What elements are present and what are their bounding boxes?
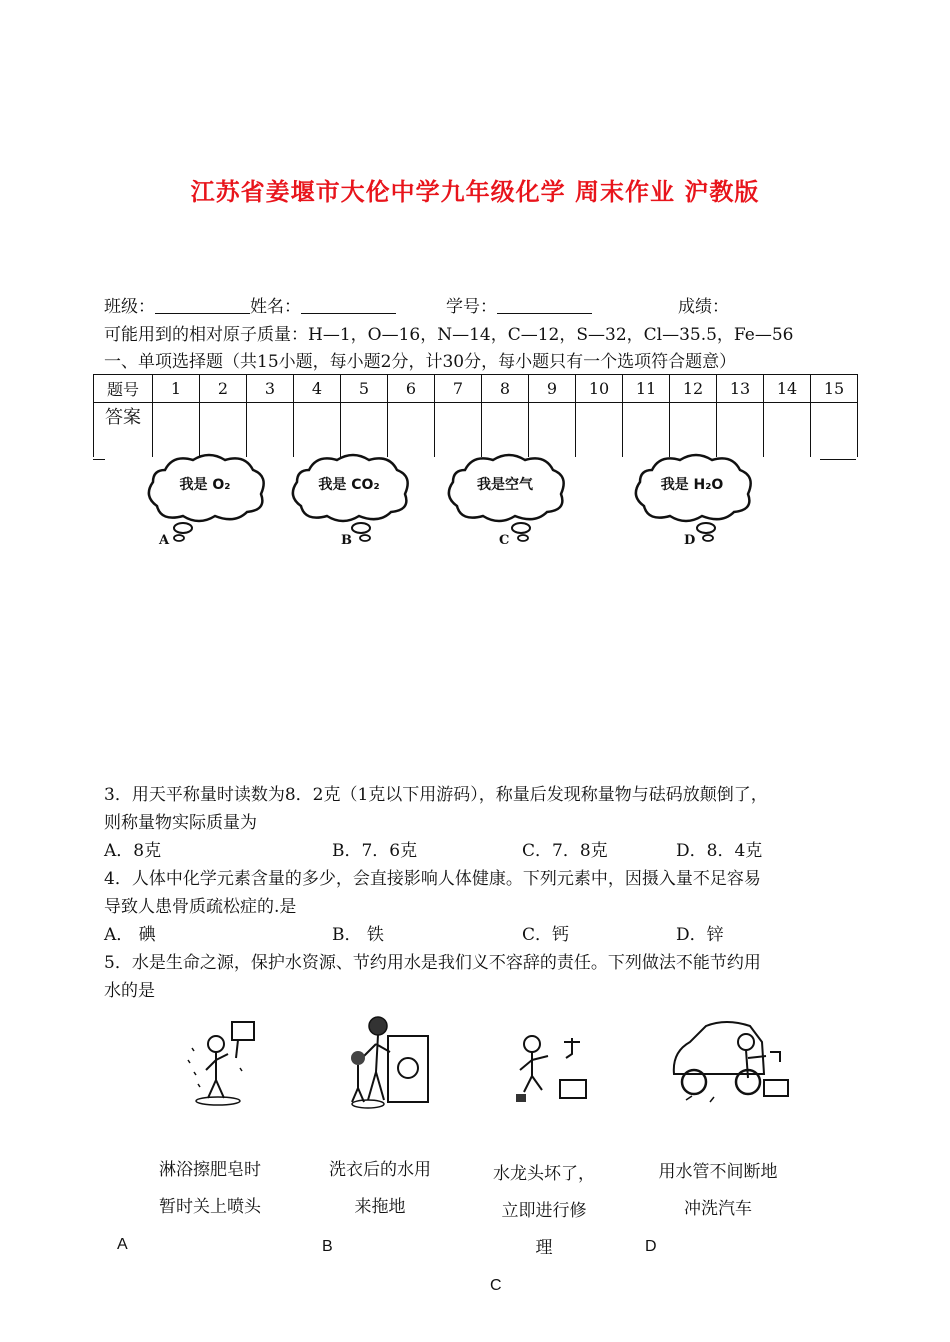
q4-line1: 4．人体中化学元素含量的多少，会直接影响人体健康。下列元素中，因摄入量不足容易 (104, 869, 761, 889)
bubble-label: C (499, 533, 510, 548)
page-title: 江苏省姜堰市大伦中学九年级化学 周末作业 沪教版 (190, 178, 760, 206)
choice-letter-a[interactable]: A (117, 1236, 128, 1253)
bubble-text: 我是空气 (477, 477, 533, 493)
id-label: 学号： (446, 297, 497, 317)
answer-cell[interactable] (247, 403, 294, 458)
bubble-label: A (159, 533, 170, 548)
q4-option-d[interactable]: D．锌 (676, 925, 724, 945)
caption-line: 立即进行修 (501, 1201, 587, 1221)
table-row (94, 375, 858, 403)
answer-cell[interactable] (153, 403, 200, 458)
bubble-text: 我是 H₂O (660, 477, 724, 493)
id-blank[interactable] (497, 297, 592, 314)
q4-line2: 导致人患骨质疏松症的.是 (104, 897, 297, 917)
choice-letter-b[interactable]: B (322, 1238, 333, 1255)
caption-line: 冲洗汽车 (684, 1199, 752, 1219)
answer-cell[interactable] (341, 403, 388, 458)
answer-cell[interactable] (529, 403, 576, 458)
shower-illustration (180, 1018, 270, 1106)
bubble-b (287, 450, 417, 550)
question-number: 6 (388, 375, 435, 403)
name-label: 姓名： (250, 297, 301, 317)
question-number: 15 (811, 375, 858, 403)
table-corner-left (93, 459, 105, 460)
q3-option-a[interactable]: A．8克 (104, 841, 162, 861)
question-number: 11 (623, 375, 670, 403)
question-number: 8 (482, 375, 529, 403)
student-info-line (104, 292, 396, 317)
answer-cell[interactable] (482, 403, 529, 458)
answer-cell[interactable] (764, 403, 811, 458)
faucet-repair-icon (510, 1024, 592, 1112)
washing-machine-icon (338, 1012, 434, 1110)
score-label: 成绩： (678, 297, 729, 317)
caption-c (464, 1156, 624, 1267)
q4-option-c[interactable]: C．钙 (522, 925, 570, 945)
bubble-label: B (341, 533, 352, 548)
caption-line: 来拖地 (354, 1197, 406, 1217)
question-number: 5 (341, 375, 388, 403)
question-number: 13 (717, 375, 764, 403)
caption-line: 理 (535, 1238, 553, 1258)
question-number: 7 (435, 375, 482, 403)
answer-table (93, 374, 858, 457)
cloud-icon (287, 450, 417, 550)
answer-cell[interactable] (388, 403, 435, 458)
choice-letter-c[interactable]: C (490, 1277, 502, 1294)
question-number: 1 (153, 375, 200, 403)
answer-cell[interactable] (670, 403, 717, 458)
caption-line: 洗衣后的水用 (329, 1160, 431, 1180)
choice-letter-d[interactable]: D (645, 1238, 657, 1255)
q3-option-d[interactable]: D．8．4克 (676, 841, 763, 861)
shower-person-icon (180, 1018, 270, 1106)
q3-option-b[interactable]: B．7．6克 (332, 841, 418, 861)
bubble-text: 我是 CO₂ (318, 477, 380, 493)
caption-d (638, 1154, 798, 1228)
section-heading: 一、单项选择题（共15小题，每小题2分，计30分，每小题只有一个选项符合题意） (104, 352, 737, 372)
q3-line2: 则称量物实际质量为 (104, 813, 257, 833)
question-number: 14 (764, 375, 811, 403)
caption-line: 用水管不间断地 (658, 1162, 778, 1182)
answer-cell[interactable] (811, 403, 858, 458)
answer-cell[interactable] (576, 403, 623, 458)
class-label: 班级： (104, 297, 155, 317)
question-number: 10 (576, 375, 623, 403)
caption-line: 水龙头坏了， (493, 1164, 595, 1184)
caption-b (300, 1152, 460, 1226)
table-row (94, 403, 858, 458)
answer-cell[interactable] (623, 403, 670, 458)
q5-line2: 水的是 (104, 981, 155, 1001)
bubble-d (630, 450, 760, 550)
bubble-label: D (684, 533, 696, 548)
car-wash-icon (666, 1012, 796, 1108)
car-wash-illustration (666, 1012, 796, 1108)
question-number: 12 (670, 375, 717, 403)
caption-line: 淋浴擦肥皂时 (159, 1160, 261, 1180)
q4-option-b[interactable]: B． 铁 (332, 925, 384, 945)
answer-cell[interactable] (294, 403, 341, 458)
answer-cell[interactable] (435, 403, 482, 458)
atomic-masses: 可能用到的相对原子质量：H—1，O—16，N—14，C—12，S—32，Cl—35.5，Fe—56 (104, 325, 794, 345)
laundry-illustration (338, 1012, 434, 1110)
row-label: 题号 (94, 375, 153, 403)
q5-line1: 5．水是生命之源，保护水资源、节约用水是我们义不容辞的责任。下列做法不能节约用 (104, 953, 761, 973)
faucet-illustration (510, 1024, 592, 1112)
bubble-text: 我是 O₂ (179, 477, 231, 493)
q3-option-c[interactable]: C．7．8克 (522, 841, 608, 861)
question-number: 3 (247, 375, 294, 403)
table-corner-right (820, 459, 856, 460)
bubble-c (443, 450, 573, 550)
row-label: 答案 (94, 403, 153, 458)
answer-cell[interactable] (717, 403, 764, 458)
question-number: 2 (200, 375, 247, 403)
caption-line: 暂时关上喷头 (159, 1197, 261, 1217)
class-blank[interactable] (155, 297, 250, 314)
answer-cell[interactable] (200, 403, 247, 458)
name-blank[interactable] (301, 297, 396, 314)
question-number: 9 (529, 375, 576, 403)
bubble-a (143, 450, 273, 550)
caption-a (130, 1152, 290, 1226)
q4-option-a[interactable]: A． 碘 (104, 925, 156, 945)
question-number: 4 (294, 375, 341, 403)
q3-line1: 3．用天平称量时读数为8．2克（1克以下用游码），称量后发现称量物与砝码放颠倒了， (104, 785, 768, 805)
id-field (446, 292, 592, 317)
